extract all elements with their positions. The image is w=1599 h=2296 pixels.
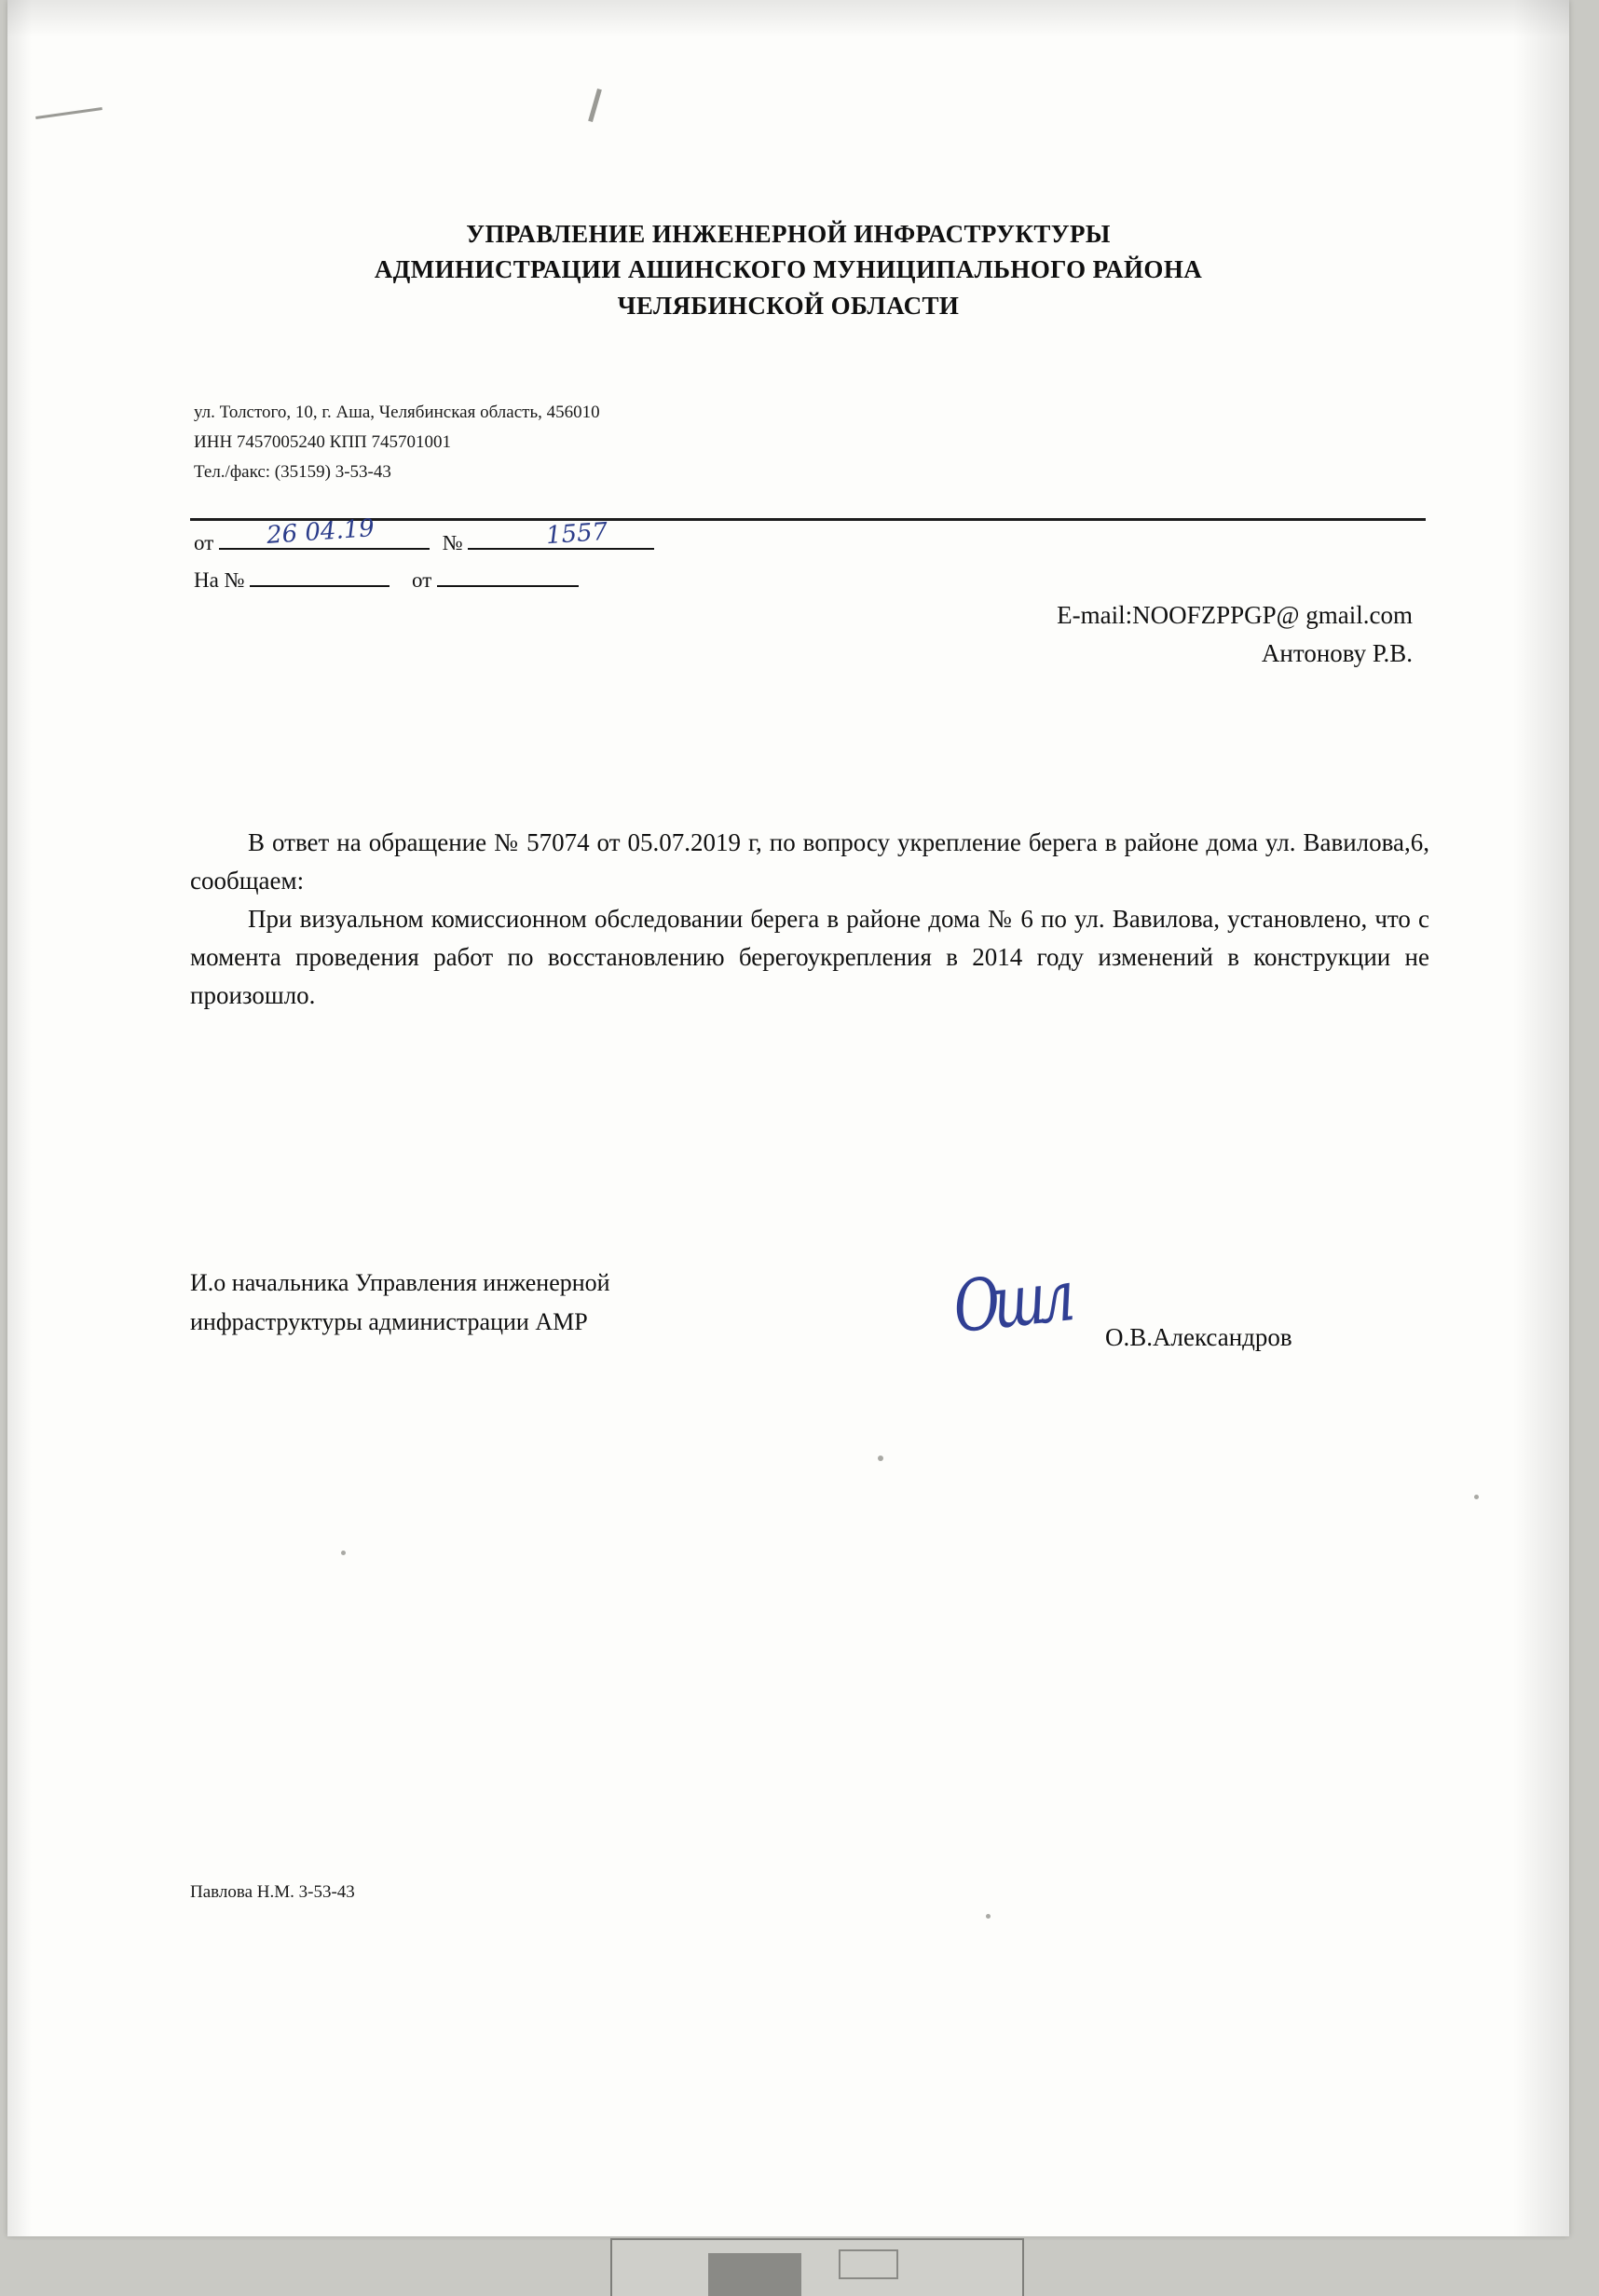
signer-position-line-1: И.о начальника Управления инженерной [190,1269,610,1296]
paper-sheet [7,0,1569,2236]
scan-smudge-upper-middle [588,89,602,122]
scan-speck-4 [986,1914,991,1919]
scan-shadow-top [7,0,1569,37]
body-paragraph-2: При визуальном комиссионном обследовании берега в районе дома № 6 по ул. Вавилова, установлено, что с момента проведения работ по восстановлению берегоукрепления в 2014 году изменений в конструкции не произошло. [190,905,1429,1010]
scanner-bottom-frame [610,2238,1024,2296]
scan-speck-1 [878,1456,883,1461]
reference-incoming-date-blank [437,565,579,587]
organization-title-line-1: УПРАВЛЕНИЕ ИНЖЕНЕРНОЙ ИНФРАСТРУКТУРЫ [466,220,1111,248]
organization-title-line-3: ЧЕЛЯБИНСКОЙ ОБЛАСТИ [617,291,960,320]
organization-title-line-2: АДМИНИСТРАЦИИ АШИНСКОГО МУНИЦИПАЛЬНОГО РАЙОНА [374,255,1203,284]
scan-shadow-left [7,0,32,2236]
contact-phone: Тел./факс: (35159) 3-53-43 [194,462,391,482]
reference-incoming-label: На № [194,568,245,592]
addressee-email: E-mail:NOOFZPPGP@ gmail.com [1057,601,1413,629]
scan-speck-3 [341,1551,346,1555]
scanner-bottom-block [708,2253,801,2296]
reference-number-label: № [442,531,463,554]
scan-shadow-right [1513,0,1569,2236]
reference-row-incoming [194,565,579,593]
handwritten-signature: Ошл [949,1253,1072,1349]
reference-incoming-from-label: от [412,568,432,592]
signer-name: О.В.Александров [1105,1323,1292,1351]
header-divider-rule [190,518,1426,521]
scanner-bottom-outline [839,2249,898,2279]
handwritten-date-value: 26 04.19 [266,513,376,551]
addressee-name: Антонову Р.В. [1261,638,1413,667]
signer-position-line-2: инфраструктуры администрации АМР [190,1308,588,1336]
executor-note: Павлова Н.М. 3-53-43 [190,1882,355,1902]
handwritten-number-value: 1557 [545,517,609,551]
scan-smudge-upper-left [35,107,102,119]
contact-address: ул. Толстого, 10, г. Аша, Челябинская область, 456010 [194,403,600,422]
letter-body [190,824,1429,1015]
scan-speck-2 [1474,1495,1479,1499]
scanner-edge-artifact-bottom [0,2240,1599,2296]
organization-title [7,216,1569,323]
body-paragraph-1: В ответ на обращение № 57074 от 05.07.2019 г, по вопросу укрепление берега в районе дома ул. Вавилова,6, сообщаем: [190,828,1429,895]
signer-position [190,1264,842,1342]
reference-from-label: от [194,531,214,554]
contact-tax-ids: ИНН 7457005240 КПП 745701001 [194,432,452,452]
addressee-block [1057,596,1413,672]
reference-incoming-blank [250,565,390,587]
